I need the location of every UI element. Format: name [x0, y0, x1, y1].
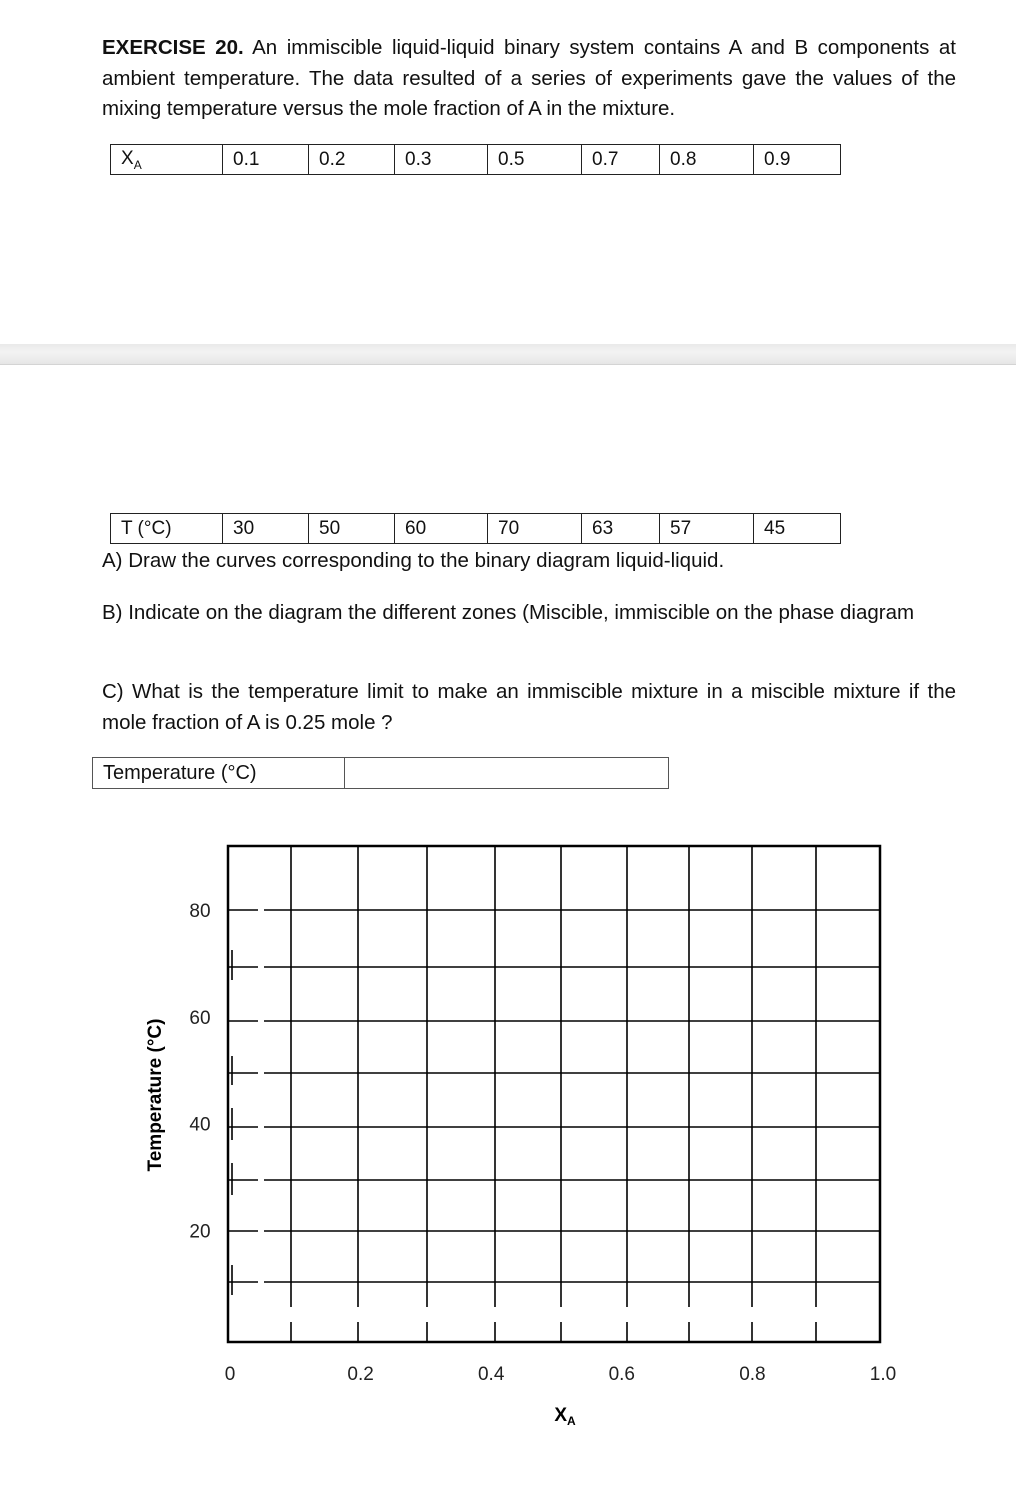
xa-cell: 0.7: [582, 145, 660, 175]
t-cell: 70: [488, 514, 582, 544]
t-cell: 50: [309, 514, 395, 544]
y-tick-label: 40: [189, 1114, 211, 1136]
exercise-intro-text: An immiscible liquid-liquid binary system contains A and B components at ambient temperature. The data resulted of a series of experiments gave the values of the mixing temperature versus the mole fraction of A in the mixture.: [102, 36, 956, 120]
exercise-heading: EXERCISE 20.: [102, 36, 244, 59]
x-tick-labels: [225, 1364, 897, 1385]
xa-cell: 0.3: [395, 145, 488, 175]
xa-cell: 0.8: [660, 145, 754, 175]
x-tick-label: 0.2: [347, 1364, 374, 1385]
x-tick-label: 0.8: [739, 1364, 766, 1385]
plot-frame: [228, 846, 880, 1342]
question-a: A) Draw the curves corresponding to the binary diagram liquid-liquid.: [102, 549, 725, 572]
xa-cell: 0.5: [488, 145, 582, 175]
question-b: B) Indicate on the diagram the different zones (Miscible, immiscible on the phase diagram: [102, 601, 915, 624]
xa-cell: 0.9: [754, 145, 841, 175]
y-axis-label: Temperature (°C): [145, 1018, 166, 1172]
question-c: C) What is the temperature limit to make an immiscible mixture in a miscible mixture if the mole fraction of A is 0.25 mole ?: [102, 680, 956, 734]
x-tick-label: 0: [224, 1364, 236, 1385]
t-cell: 63: [582, 514, 660, 544]
y-tick-labels: [189, 901, 210, 1242]
t-header: T (°C): [111, 514, 223, 544]
x-tick-label: 0.6: [608, 1364, 636, 1385]
y-tick-label: 60: [189, 1007, 211, 1029]
t-cell: 30: [223, 514, 309, 544]
y-tick-label: 20: [189, 1221, 211, 1243]
xa-cell: 0.2: [309, 145, 395, 175]
t-cell: 60: [395, 514, 488, 544]
x-axis-label: $X_A$: [554, 1405, 576, 1428]
x-tick-label: 0.4: [477, 1364, 505, 1385]
grid-lines: [264, 846, 880, 1307]
y-tick-label: 80: [189, 901, 211, 923]
x-tick-label: 1.0: [869, 1364, 897, 1385]
xa-header: $X_A$: [111, 145, 223, 175]
tick-marks: [228, 910, 816, 1342]
t-cell: 45: [754, 514, 841, 544]
xa-cell: 0.1: [223, 145, 309, 175]
answer-label: Temperature (°C): [93, 758, 345, 789]
t-cell: 57: [660, 514, 754, 544]
